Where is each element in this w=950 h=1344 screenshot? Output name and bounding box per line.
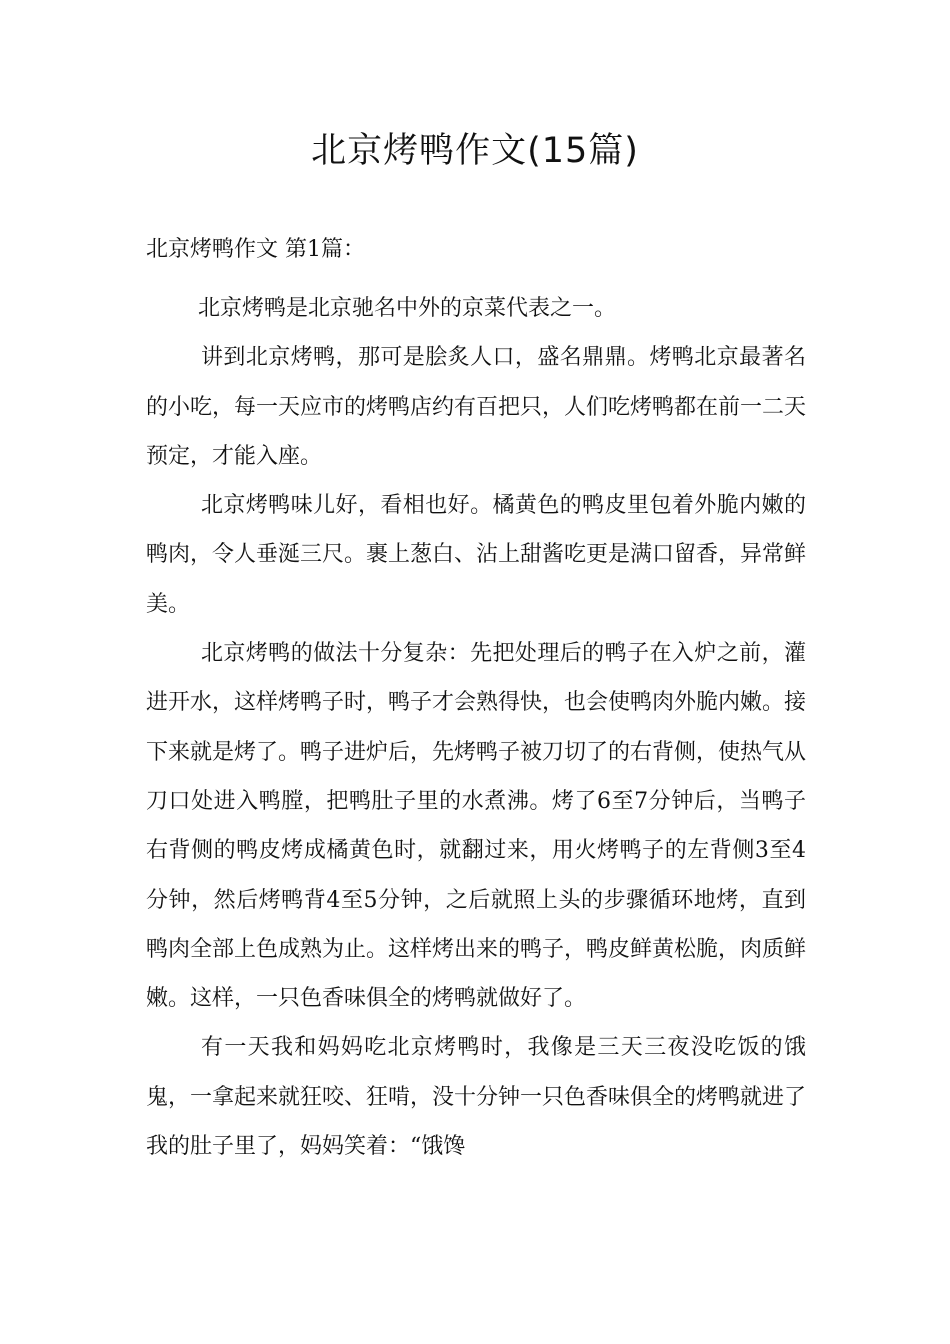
paragraph: 北京烤鸭的做法十分复杂：先把处理后的鸭子在入炉之前，灌进开水，这样烤鸭子时，鸭子才会熟得快，也会使鸭肉外脆内嫩。接下来就是烤了。鸭子进炉后，先烤鸭子被刀切了的右背侧，使热气从刀口处进入鸭膛，把鸭肚子里的水煮沸。烤了6至7分钟后，当鸭子右背侧的鸭皮烤成橘黄色时，就翻过来，用火烤鸭子的左背侧3至4分钟，然后烤鸭背4至5分钟，之后就照上头的步骤循环地烤，直到鸭肉全部上色成熟为止。这样烤出来的鸭子，鸭皮鲜黄松脆，肉质鲜嫩。这样，一只色香味俱全的烤鸭就做好了。 [146,641,807,1012]
paragraph: 北京烤鸭是北京驰名中外的京菜代表之一。 [198,296,617,321]
article-body [146,284,806,1171]
paragraph: 北京烤鸭味儿好，看相也好。橘黄色的鸭皮里包着外脆内嫩的鸭肉，令人垂涎三尺。裹上葱白、沾上甜酱吃更是满口留香，异常鲜美。 [146,493,807,617]
article-heading: 北京烤鸭作文 第1篇： [146,237,365,262]
paragraph: 讲到北京烤鸭，那可是脍炙人口，盛名鼎鼎。烤鸭北京最著名的小吃，每一天应市的烤鸭店约有百把只，人们吃烤鸭都在前一二天预定，才能入座。 [146,345,807,469]
paragraph: 有一天我和妈妈吃北京烤鸭时，我像是三天三夜没吃饭的饿鬼，一拿起来就狂咬、狂啃，没十分钟一只色香味俱全的烤鸭就进了我的肚子里了，妈妈笑着：“饿馋 [146,1035,807,1160]
document-title: 北京烤鸭作文(15篇) [311,131,639,171]
